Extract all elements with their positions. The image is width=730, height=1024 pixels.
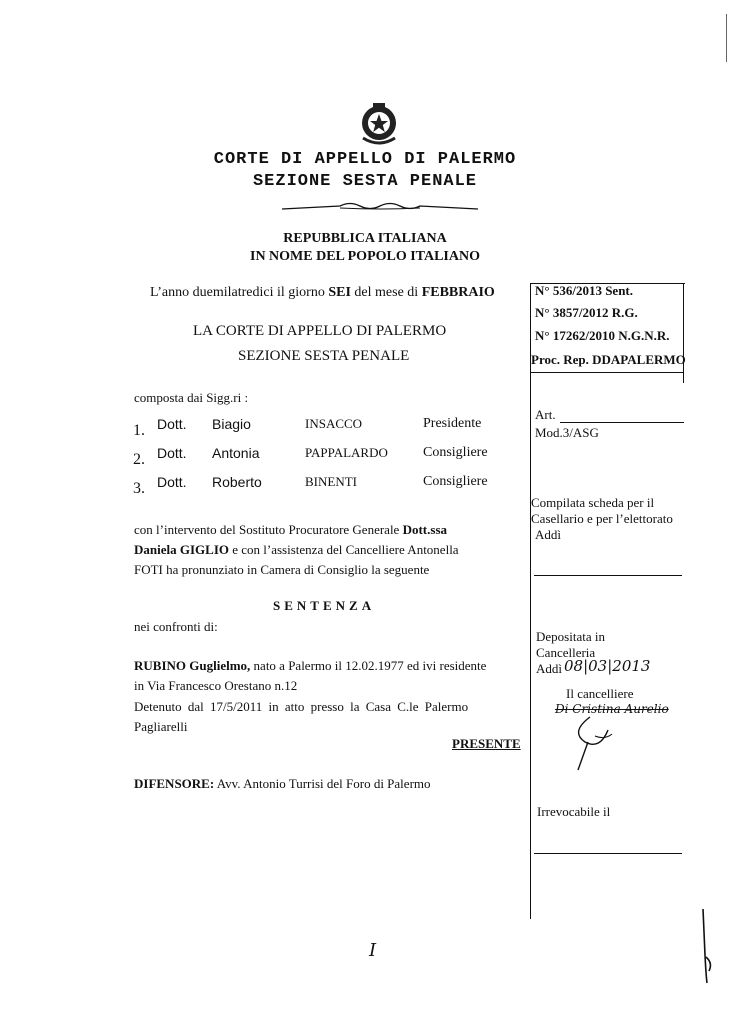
defendant-detention: Detenuto dal 17/5/2011 in atto presso la Casa C.le Palermo (134, 699, 469, 714)
member-last-name: BINENTI (305, 474, 357, 489)
defendant-birth: nato a Palermo il 12.02.1977 ed ivi residente (250, 658, 487, 673)
sentence-number: N° 536/2013 Sent. (535, 283, 634, 298)
intervention-line3: FOTI ha pronunziato in Camera di Consiglio la seguente (134, 562, 430, 577)
page-number: I (369, 940, 377, 961)
presence-status: PRESENTE (452, 736, 521, 751)
defendant-name: RUBINO Guglielmo, (134, 658, 251, 673)
scheda-line (534, 575, 682, 576)
defender-label: DIFENSORE: (134, 776, 215, 791)
scheda-addi: Addì (535, 527, 561, 542)
member-title: Dott. (157, 416, 187, 432)
court-section: SEZIONE SESTA PENALE (252, 172, 478, 191)
defender-name: Avv. Antonio Turrisi del Foro di Palermo (214, 776, 431, 791)
cancelliere-label: Il cancelliere (566, 686, 634, 701)
scheda-line1: Compilata scheda per il (531, 495, 655, 510)
date-prefix: L’anno duemilatredici il giorno (150, 285, 329, 300)
people-title: IN NOME DEL POPOLO ITALIANO (250, 249, 480, 264)
prosecutor-office: Proc. Rep. DDAPALERMO (531, 352, 686, 367)
prosecutor-name: Daniela GIGLIO (134, 542, 229, 557)
art-line (560, 422, 684, 423)
mod-label: Mod.3/ASG (535, 425, 599, 440)
intervention-line1 (134, 522, 527, 538)
rg-number: N° 3857/2012 R.G. (535, 305, 638, 320)
member-number: 2. (133, 451, 145, 468)
irrevocabile-line (534, 853, 682, 854)
intervention-text: e con l’assistenza del Cancelliere Antonella (229, 542, 459, 557)
italian-republic-emblem (358, 100, 400, 146)
ngnr-number: N° 17262/2010 N.G.N.R. (535, 328, 670, 343)
member-first-name: Roberto (212, 474, 262, 490)
member-number: 1. (133, 422, 145, 439)
member-title: Dott. (157, 445, 187, 461)
defendant-address: in Via Francesco Orestano n.12 (134, 678, 298, 693)
member-number: 3. (133, 480, 145, 497)
intervention-line2 (134, 542, 527, 558)
member-last-name: INSACCO (305, 416, 363, 431)
member-title: Dott. (157, 474, 187, 490)
member-role: Consigliere (423, 474, 488, 489)
defendant-line1 (134, 658, 486, 674)
deposit-date-handwritten: 08|03|2013 (564, 657, 651, 675)
prosecutor-title: Dott.ssa (402, 522, 448, 537)
cancelliere-name: Di Cristina Aurelio (555, 702, 669, 716)
sentenza-heading: SENTENZA (273, 598, 376, 613)
clerk-signature (560, 712, 630, 772)
intervention-text: con l’intervento del Sostituto Procuratore Generale (134, 522, 403, 537)
defendant-prison: Pagliarelli (134, 719, 188, 734)
date-middle: del mese di (350, 285, 422, 300)
member-role: Consigliere (423, 445, 488, 460)
art-label: Art. (535, 407, 556, 422)
irrevocabile-label: Irrevocabile il (537, 804, 611, 819)
scan-edge-mark (726, 14, 727, 62)
date-line (150, 285, 495, 301)
member-role: Presidente (423, 416, 482, 431)
side-divider (531, 372, 684, 373)
member-last-name: PAPPALARDO (305, 445, 388, 460)
court-title: CORTE DI APPELLO DI PALERMO (213, 150, 517, 169)
court-block-line2: SEZIONE SESTA PENALE (238, 348, 410, 364)
margin-handwritten-mark (695, 905, 717, 985)
ornament-divider (280, 197, 480, 215)
date-month: FEBBRAIO (421, 285, 495, 300)
deposit-line1: Depositata in (536, 629, 605, 644)
side-box-left-border (530, 283, 531, 919)
court-block-line1: LA CORTE DI APPELLO DI PALERMO (193, 323, 447, 339)
composition-label: composta dai Sigg.ri : (134, 390, 249, 405)
date-day: SEI (328, 285, 351, 300)
against-label: nei confronti di: (134, 619, 218, 634)
member-first-name: Antonia (212, 445, 260, 461)
deposit-line2: Cancelleria (536, 645, 596, 660)
scheda-line2: Casellario e per l’elettorato (531, 511, 673, 526)
republic-title: REPUBBLICA ITALIANA (283, 231, 447, 246)
side-box-right-border (683, 283, 684, 383)
member-first-name: Biagio (212, 416, 251, 432)
defender-line (134, 776, 431, 792)
deposit-addi: Addì (536, 661, 562, 676)
